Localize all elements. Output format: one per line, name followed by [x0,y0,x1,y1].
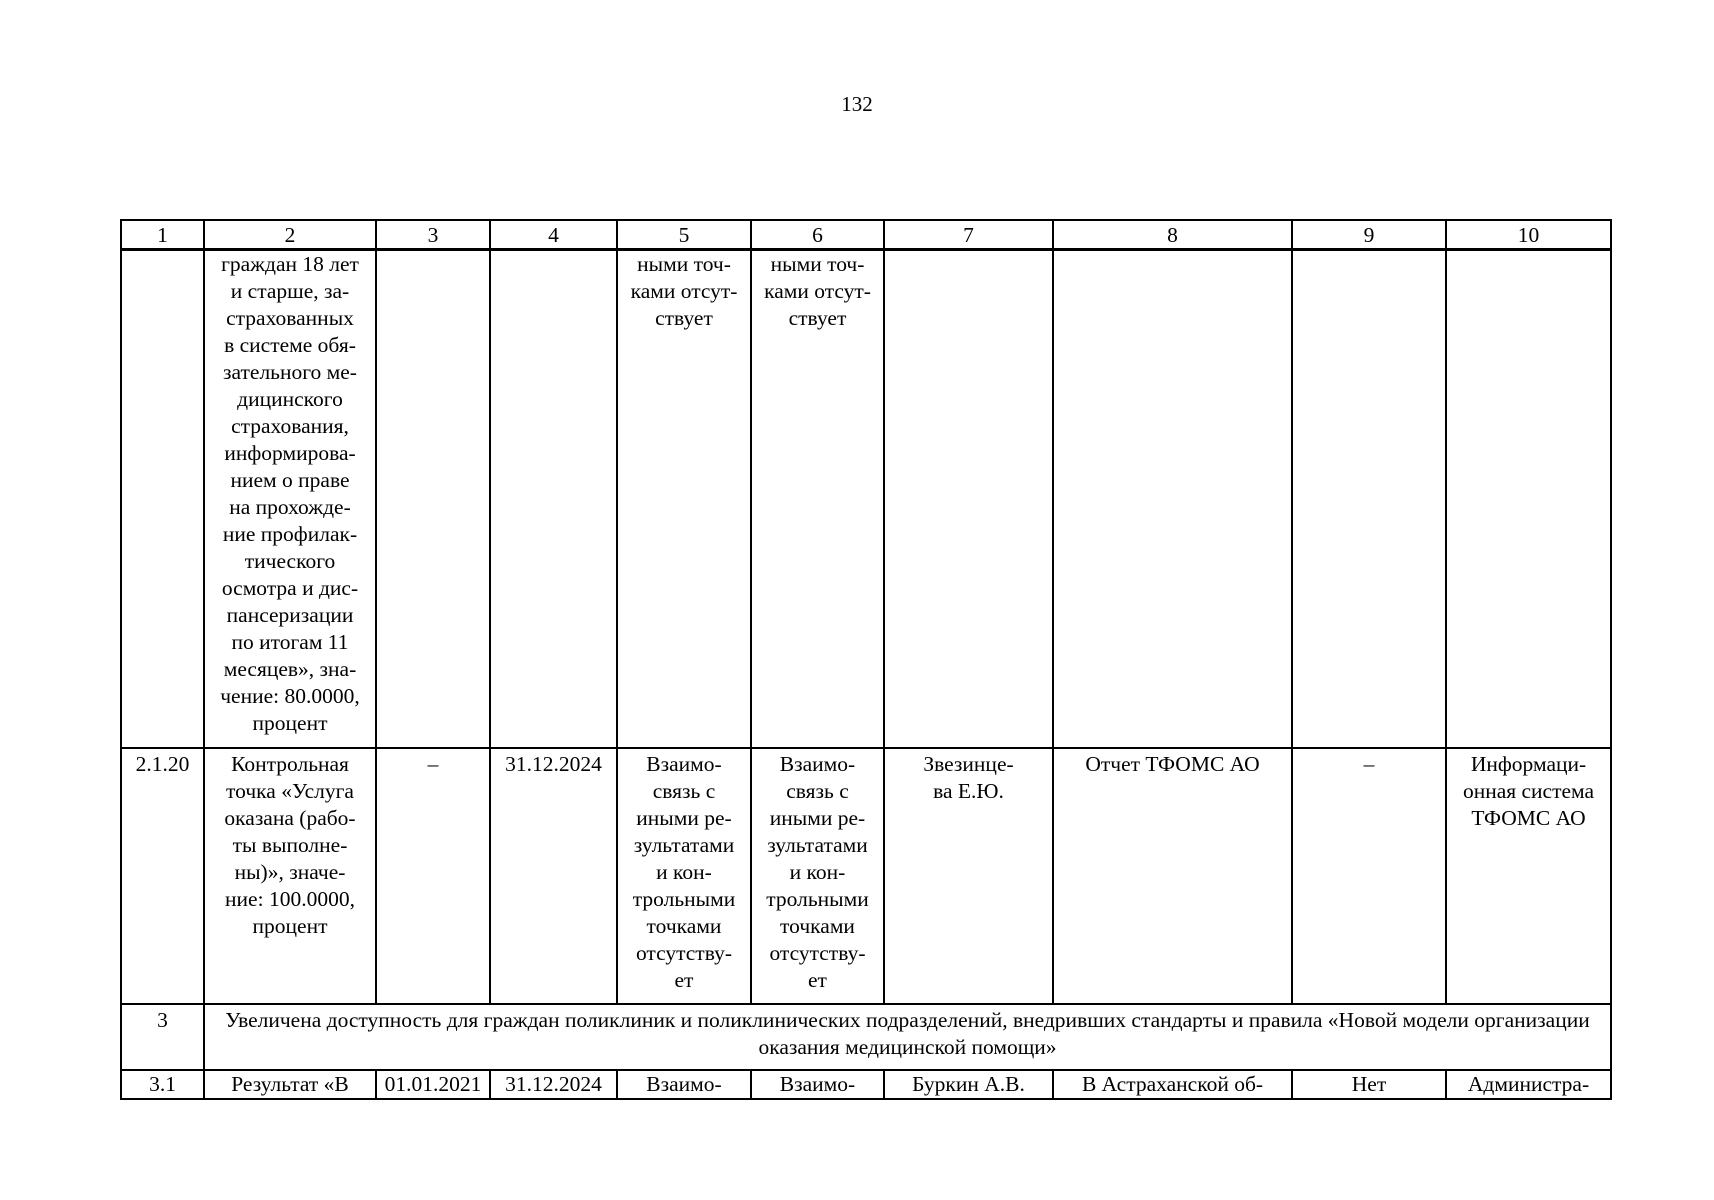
cell-start-date: – [376,748,490,1004]
cell-approval [1292,250,1446,749]
cell-end-date [490,250,617,749]
table-header-row [121,220,1611,250]
column-header-10: 10 [1446,220,1611,250]
table-row-continued [121,250,1611,749]
column-header-3: 3 [376,220,490,250]
cell-responsible [884,250,1053,749]
cell-description: граждан 18 лет и старше, за- страхованных в системе обя- зательного ме- дицинского страхования, информирова- нием о праве на прохожде- ние профилак- тического осмотра и дис- пансеризации по итогам 11 месяцев», зна- чение: 80.0000, процент [204,250,376,749]
section-title: Увеличена доступность для граждан поликлиник и поликлинических подразделений, внедривших стандарты и правила «Новой модели организации оказания медицинской помощи» [204,1004,1611,1070]
cell-description: Результат «В [204,1070,376,1099]
cell-end-date: 31.12.2024 [490,748,617,1004]
cell-successor: Взаимо- [751,1070,884,1099]
cell-start-date: 01.01.2021 [376,1070,490,1099]
column-header-7: 7 [884,220,1053,250]
table-row-section-3 [121,1004,1611,1070]
page-number: 132 [841,92,873,116]
cell-number: 3.1 [121,1070,204,1099]
cell-responsible: Буркин А.В. [884,1070,1053,1099]
cell-document: В Астраханской об- [1053,1070,1292,1099]
cell-document: Отчет ТФОМС АО [1053,748,1292,1004]
cell-number: 3 [121,1004,204,1070]
column-header-8: 8 [1053,220,1292,250]
cell-predecessor: Взаимо- связь с иными ре- зультатами и кон- трольными точками отсутству- ет [617,748,751,1004]
cell-start-date [376,250,490,749]
cell-successor: Взаимо- связь с иными ре- зультатами и кон- трольными точками отсутству- ет [751,748,884,1004]
cell-description: Контрольная точка «Услуга оказана (рабо- ты выполне- ны)», значе- ние: 100.0000, процент [204,748,376,1004]
cell-info-system: Администра- [1446,1070,1611,1099]
column-header-5: 5 [617,220,751,250]
cell-successor: ными точ- ками отсут- ствует [751,250,884,749]
column-header-1: 1 [121,220,204,250]
column-header-9: 9 [1292,220,1446,250]
cell-approval: – [1292,748,1446,1004]
cell-info-system: Информаци- онная система ТФОМС АО [1446,748,1611,1004]
cell-predecessor: Взаимо- [617,1070,751,1099]
column-header-4: 4 [490,220,617,250]
table-row-3-1 [121,1070,1611,1099]
cell-responsible: Звезинце- ва Е.Ю. [884,748,1053,1004]
column-header-6: 6 [751,220,884,250]
plan-table [120,219,1612,1100]
cell-predecessor: ными точ- ками отсут- ствует [617,250,751,749]
column-header-2: 2 [204,220,376,250]
cell-document [1053,250,1292,749]
cell-number: 2.1.20 [121,748,204,1004]
cell-approval: Нет [1292,1070,1446,1099]
table-row-2-1-20 [121,748,1611,1004]
cell-info-system [1446,250,1611,749]
cell-end-date: 31.12.2024 [490,1070,617,1099]
cell-number [121,250,204,749]
